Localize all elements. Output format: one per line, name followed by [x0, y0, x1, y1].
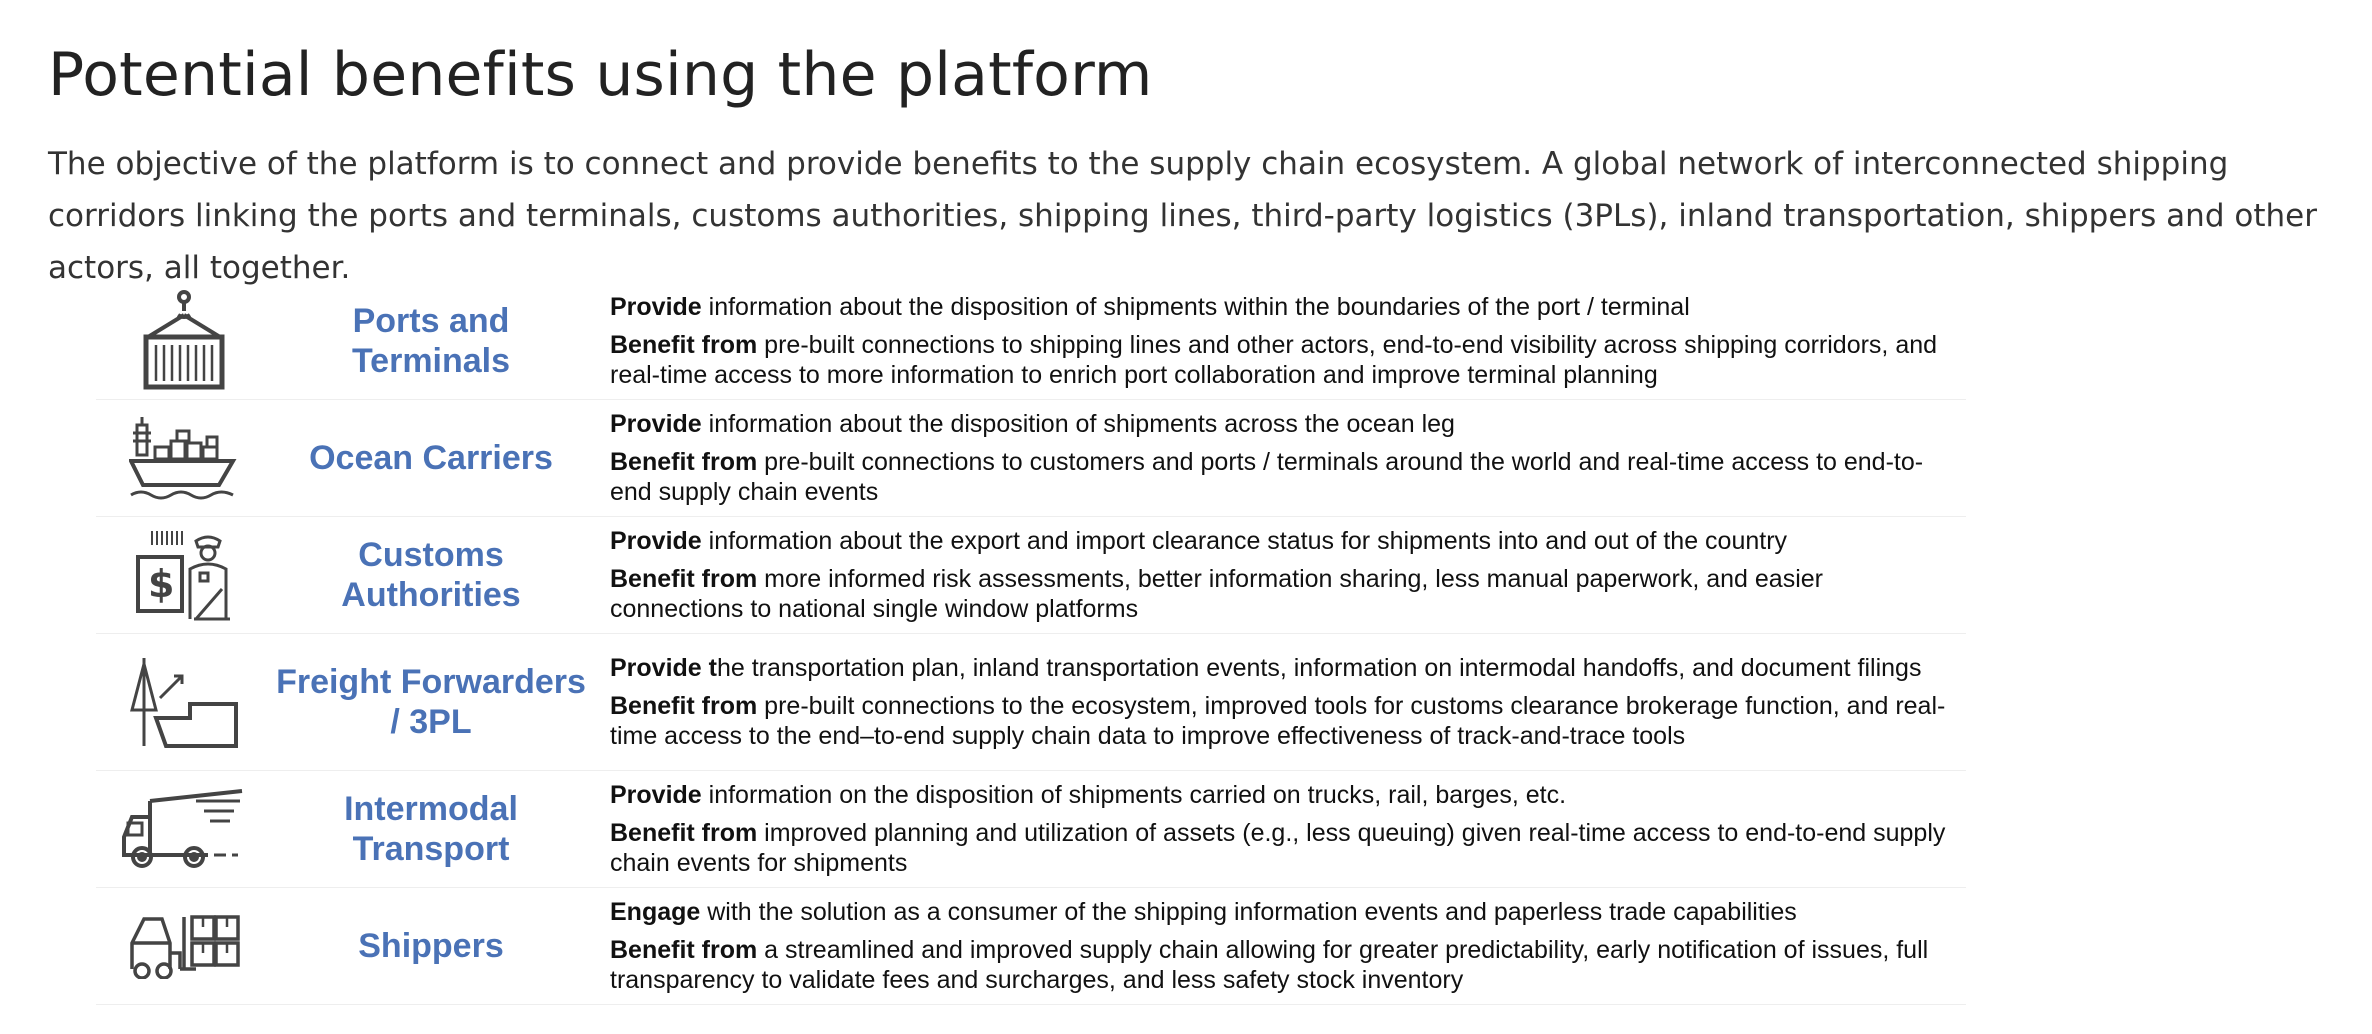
intro-paragraph: The objective of the platform is to connect and provide benefits to the supply chain ecosystem. A global network of interconnected shipping corridors linking the ports and terminals, customs authorities, shipping lines, third-party logistics (3PLs), inland transportation, shippers and other actors, all together.	[48, 146, 2317, 286]
benefit-text: more informed risk assessments, better information sharing, less manual paperwork, and easier connections to national single window platforms	[610, 565, 1823, 623]
benefit-text: improved planning and utilization of assets (e.g., less queuing) given real-time access to end-to-end supply chain events for shipments	[610, 819, 1946, 877]
table-row	[96, 771, 1966, 888]
customs-officer-icon	[134, 527, 234, 623]
forklift-boxes-icon	[126, 913, 242, 979]
engage-text: with the solution as a consumer of the shipping information events and paperless trade capabilities	[700, 898, 1797, 926]
provide-label: Provide	[610, 293, 702, 321]
provide-text: information about the export and import clearance status for shipments into and out of the country	[701, 527, 1788, 555]
page-title: Potential benefits using the platform	[48, 40, 1153, 110]
actor-label: Intermodal Transport	[344, 790, 518, 868]
freight-forwarder-icon	[128, 654, 240, 750]
provide-label: Provide	[610, 527, 702, 555]
provide-label: Provide	[610, 410, 702, 438]
benefit-label: Benefit from	[610, 565, 758, 593]
engage-label: Engage	[610, 898, 701, 926]
actor-label: Customs Authorities	[341, 536, 521, 614]
moving-truck-icon	[122, 787, 246, 871]
svg-text:$: $	[148, 562, 175, 606]
benefit-label: Benefit from	[610, 692, 758, 720]
actor-description	[590, 292, 1950, 390]
actor-description	[590, 653, 1950, 751]
provide-text: information about the disposition of shipments within the boundaries of the port / terminal	[701, 293, 1690, 321]
benefit-label: Benefit from	[610, 448, 758, 476]
crane-container-icon	[134, 289, 234, 393]
benefits-table	[96, 283, 1966, 1005]
actor-label: Ocean Carriers	[309, 439, 553, 477]
provide-text: he transportation plan, inland transportation events, information on intermodal handoffs, and document filings	[716, 654, 1922, 682]
table-row	[96, 634, 1966, 771]
benefit-text: a streamlined and improved supply chain allowing for greater predictability, early notification of issues, full transparency to validate fees and surcharges, and less safety stock inventory	[610, 936, 1929, 994]
benefit-text: pre-built connections to customers and ports / terminals around the world and real-time access to end-to-end supply chain events	[610, 448, 1924, 506]
benefit-label: Benefit from	[610, 331, 758, 359]
actor-description	[590, 780, 1950, 878]
benefit-label: Benefit from	[610, 936, 758, 964]
actor-label: Ports and Terminals	[351, 302, 511, 380]
actor-description	[590, 409, 1950, 507]
provide-label: Provide t	[610, 654, 717, 682]
benefit-text: pre-built connections to shipping lines and other actors, end-to-end visibility across shipping corridors, and real-time access to more information to enrich port collaboration and improve terminal planning	[610, 331, 1938, 389]
benefit-label: Benefit from	[610, 819, 758, 847]
provide-label: Provide	[610, 781, 702, 809]
table-row	[96, 283, 1966, 400]
table-row	[96, 400, 1966, 517]
provide-text: information on the disposition of shipments carried on trucks, rail, barges, etc.	[701, 781, 1567, 809]
container-ship-icon	[129, 415, 239, 501]
actor-description	[590, 526, 1950, 624]
table-row	[96, 517, 1966, 634]
benefit-text: pre-built connections to the ecosystem, improved tools for customs clearance brokerage function, and real-time access to the end–to-end supply chain data to improve effectiveness of track-and-trace tools	[610, 692, 1946, 750]
actor-label: Shippers	[358, 927, 504, 965]
table-row	[96, 888, 1966, 1005]
provide-text: information about the disposition of shipments across the ocean leg	[701, 410, 1455, 438]
actor-description	[590, 897, 1950, 995]
actor-label: Freight Forwarders / 3PL	[276, 663, 586, 741]
